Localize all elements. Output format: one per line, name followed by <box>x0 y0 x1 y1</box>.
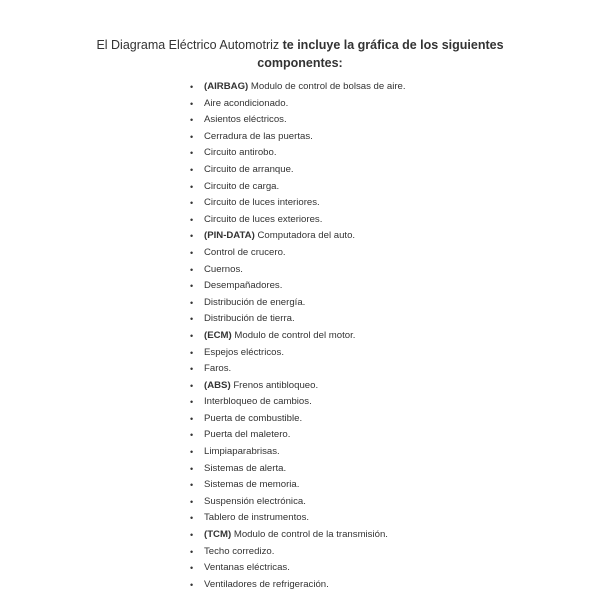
list-item <box>190 228 406 245</box>
item-text: Interbloqueo de cambios. <box>204 396 312 408</box>
item-text: Ventanas eléctricas. <box>204 562 290 574</box>
item-text: Cuernos. <box>204 263 243 275</box>
heading-bold-line-2: componentes: <box>257 56 343 70</box>
item-code: (ABS) <box>204 379 231 391</box>
bullet-icon: • <box>190 447 194 458</box>
list-item <box>190 195 406 212</box>
list-item <box>190 96 406 113</box>
list-item <box>190 311 406 328</box>
list-item <box>190 262 406 279</box>
bullet-icon: • <box>190 330 194 341</box>
item-text: Modulo de control de la transmisión. <box>231 529 388 541</box>
list-item <box>190 79 406 96</box>
item-code: (TCM) <box>204 529 232 541</box>
list-item <box>190 527 406 544</box>
bullet-icon: • <box>190 347 194 358</box>
list-item <box>190 477 406 494</box>
list-item <box>190 510 406 527</box>
bullet-icon: • <box>190 380 194 391</box>
bullet-icon: • <box>190 148 194 159</box>
bullet-icon: • <box>190 281 194 292</box>
list-item <box>190 129 406 146</box>
item-text: Asientos eléctricos. <box>204 114 287 126</box>
list-item <box>190 427 406 444</box>
list-item <box>190 361 406 378</box>
bullet-icon: • <box>190 214 194 225</box>
bullet-icon: • <box>190 314 194 325</box>
item-text: Puerta del maletero. <box>204 429 291 441</box>
item-text: Circuito de luces exteriores. <box>204 213 323 225</box>
list-item <box>190 162 406 179</box>
bullet-icon: • <box>190 513 194 524</box>
bullet-icon: • <box>190 264 194 275</box>
bullet-icon: • <box>190 131 194 142</box>
item-text: Techo corredizo. <box>204 545 275 557</box>
item-text: Espejos eléctricos. <box>204 346 284 358</box>
item-text: Sistemas de memoria. <box>204 479 300 491</box>
bullet-icon: • <box>190 413 194 424</box>
bullet-icon: • <box>190 82 194 92</box>
list-item <box>190 411 406 428</box>
bullet-icon: • <box>190 480 194 491</box>
bullet-icon: • <box>190 247 194 258</box>
item-text: Frenos antibloqueo. <box>230 379 319 391</box>
item-text: Circuito de arranque. <box>204 163 294 175</box>
bullet-icon: • <box>190 231 194 242</box>
bullet-icon: • <box>190 430 194 441</box>
item-text: Circuito antirobo. <box>204 147 277 159</box>
list-item <box>190 345 406 362</box>
item-text: Circuito de carga. <box>204 180 280 192</box>
list-item <box>190 145 406 162</box>
heading-prefix: El Diagrama Eléctrico Automotriz <box>96 38 283 52</box>
item-text: Circuito de luces interiores. <box>204 197 320 209</box>
item-text: Aire acondicionado. <box>204 97 289 109</box>
item-text: Tablero de instrumentos. <box>204 512 310 524</box>
list-item <box>190 494 406 511</box>
list-item <box>190 560 406 577</box>
item-text: Sistemas de alerta. <box>204 462 287 474</box>
item-text: Computadora del auto. <box>254 230 356 242</box>
bullet-icon: • <box>190 579 194 590</box>
list-item <box>190 245 406 262</box>
bullet-icon: • <box>190 397 194 408</box>
list-item <box>190 278 406 295</box>
list-item <box>190 179 406 196</box>
list-item <box>190 394 406 411</box>
list-item <box>190 378 406 395</box>
item-text: Suspensión electrónica. <box>204 495 306 507</box>
item-code: (AIRBAG) <box>204 81 249 92</box>
bullet-icon: • <box>190 297 194 308</box>
bullet-icon: • <box>190 546 194 557</box>
list-item <box>190 544 406 561</box>
item-text: Modulo de control del motor. <box>231 329 356 341</box>
component-list <box>190 79 406 593</box>
bullet-icon: • <box>190 463 194 474</box>
item-text: Control de crucero. <box>204 246 286 258</box>
bullet-icon: • <box>190 530 194 541</box>
bullet-icon: • <box>190 164 194 175</box>
item-code: (ECM) <box>204 329 232 341</box>
heading-line-2 <box>0 54 600 72</box>
item-text: Distribución de tierra. <box>204 313 295 325</box>
list-item <box>190 577 406 594</box>
bullet-icon: • <box>190 563 194 574</box>
item-text: Limpiaparabrisas. <box>204 446 280 458</box>
page-heading <box>0 36 600 72</box>
bullet-icon: • <box>190 496 194 507</box>
item-text: Modulo de control de bolsas de aire. <box>248 81 406 92</box>
item-text: Puerta de combustible. <box>204 412 303 424</box>
list-item <box>190 295 406 312</box>
list-item <box>190 328 406 345</box>
item-text: Desempañadores. <box>204 280 283 292</box>
item-text: Faros. <box>204 363 232 375</box>
item-code: (PIN-DATA) <box>204 230 255 242</box>
bullet-icon: • <box>190 115 194 126</box>
bullet-icon: • <box>190 364 194 375</box>
list-item <box>190 112 406 129</box>
heading-bold-line-1: te incluye la gráfica de los siguientes <box>282 38 504 52</box>
bullet-icon: • <box>190 198 194 209</box>
item-text: Distribución de energía. <box>204 296 306 308</box>
bullet-icon: • <box>190 98 194 109</box>
item-text: Cerradura de las puertas. <box>204 130 313 142</box>
list-item <box>190 461 406 478</box>
heading-line-1 <box>0 36 600 54</box>
item-text: Ventiladores de refrigeración. <box>204 578 329 590</box>
list-item <box>190 212 406 229</box>
list-item <box>190 444 406 461</box>
bullet-icon: • <box>190 181 194 192</box>
